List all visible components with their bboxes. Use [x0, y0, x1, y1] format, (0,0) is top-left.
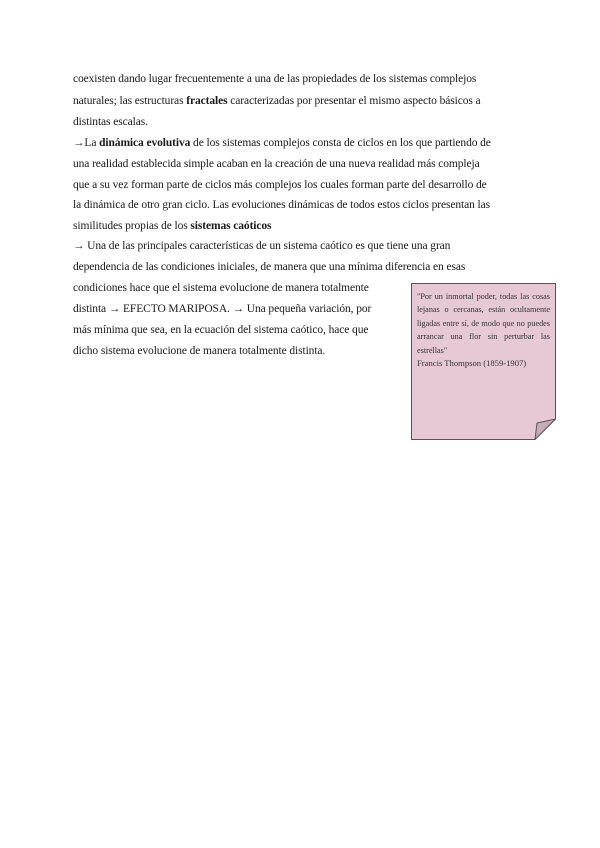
text-run: →La — [73, 137, 100, 149]
bold-term-dinamica-evolutiva: dinámica evolutiva — [99, 137, 191, 149]
quote-note — [411, 283, 556, 440]
body-line: dicho sistema evolucione de manera totalmente distinta. — [73, 345, 326, 357]
body-line: distintas escalas. — [73, 116, 148, 128]
body-line — [73, 94, 481, 108]
quote-author: Francis Thompson (1859-1907) — [417, 358, 527, 369]
text-run: naturales; las estructuras — [73, 95, 187, 107]
body-line: que a su vez forman parte de ciclos más complejos los cuales forman parte del desarrollo de — [73, 179, 487, 191]
body-line: condiciones hace que el sistema evolucione de manera totalmente — [73, 282, 369, 294]
body-line: dependencia de las condiciones iniciales, de manera que una mínima diferencia en esas — [73, 261, 466, 273]
body-line: coexisten dando lugar frecuentemente a una de las propiedades de los sistemas complejos — [73, 73, 477, 85]
body-line — [73, 136, 491, 150]
body-line: una realidad establecida simple acaban en la creación de una nueva realidad más compleja — [73, 158, 480, 170]
body-line — [73, 219, 271, 233]
quote-text-block — [417, 290, 550, 370]
bold-term-fractales: fractales — [186, 95, 228, 107]
bold-term-sistemas-caoticos: sistemas caóticos — [190, 220, 272, 232]
body-line: distinta → EFECTO MARIPOSA. → Una pequeña variación, por — [73, 303, 372, 315]
body-line: → Una de las principales características de un sistema caótico es que tiene una gran — [73, 240, 451, 252]
text-run: similitudes propias de los — [73, 220, 191, 232]
quote-text: "Por un inmortal poder, todas las cosas lejanas o cercanas, están ocultamente ligadas entre sí, de modo que no puedes arrancar una flor sin perturbar las estrellas" — [417, 292, 550, 355]
body-line: más mínima que sea, en la ecuación del sistema caótico, hace que — [73, 324, 369, 336]
text-run: de los sistemas complejos consta de ciclos en los que partiendo de — [190, 137, 491, 149]
body-line: la dinámica de otro gran ciclo. Las evoluciones dinámicas de todos estos ciclos presentan las — [73, 199, 491, 211]
text-run: caracterizadas por presentar el mismo aspecto básicos a — [227, 95, 481, 107]
